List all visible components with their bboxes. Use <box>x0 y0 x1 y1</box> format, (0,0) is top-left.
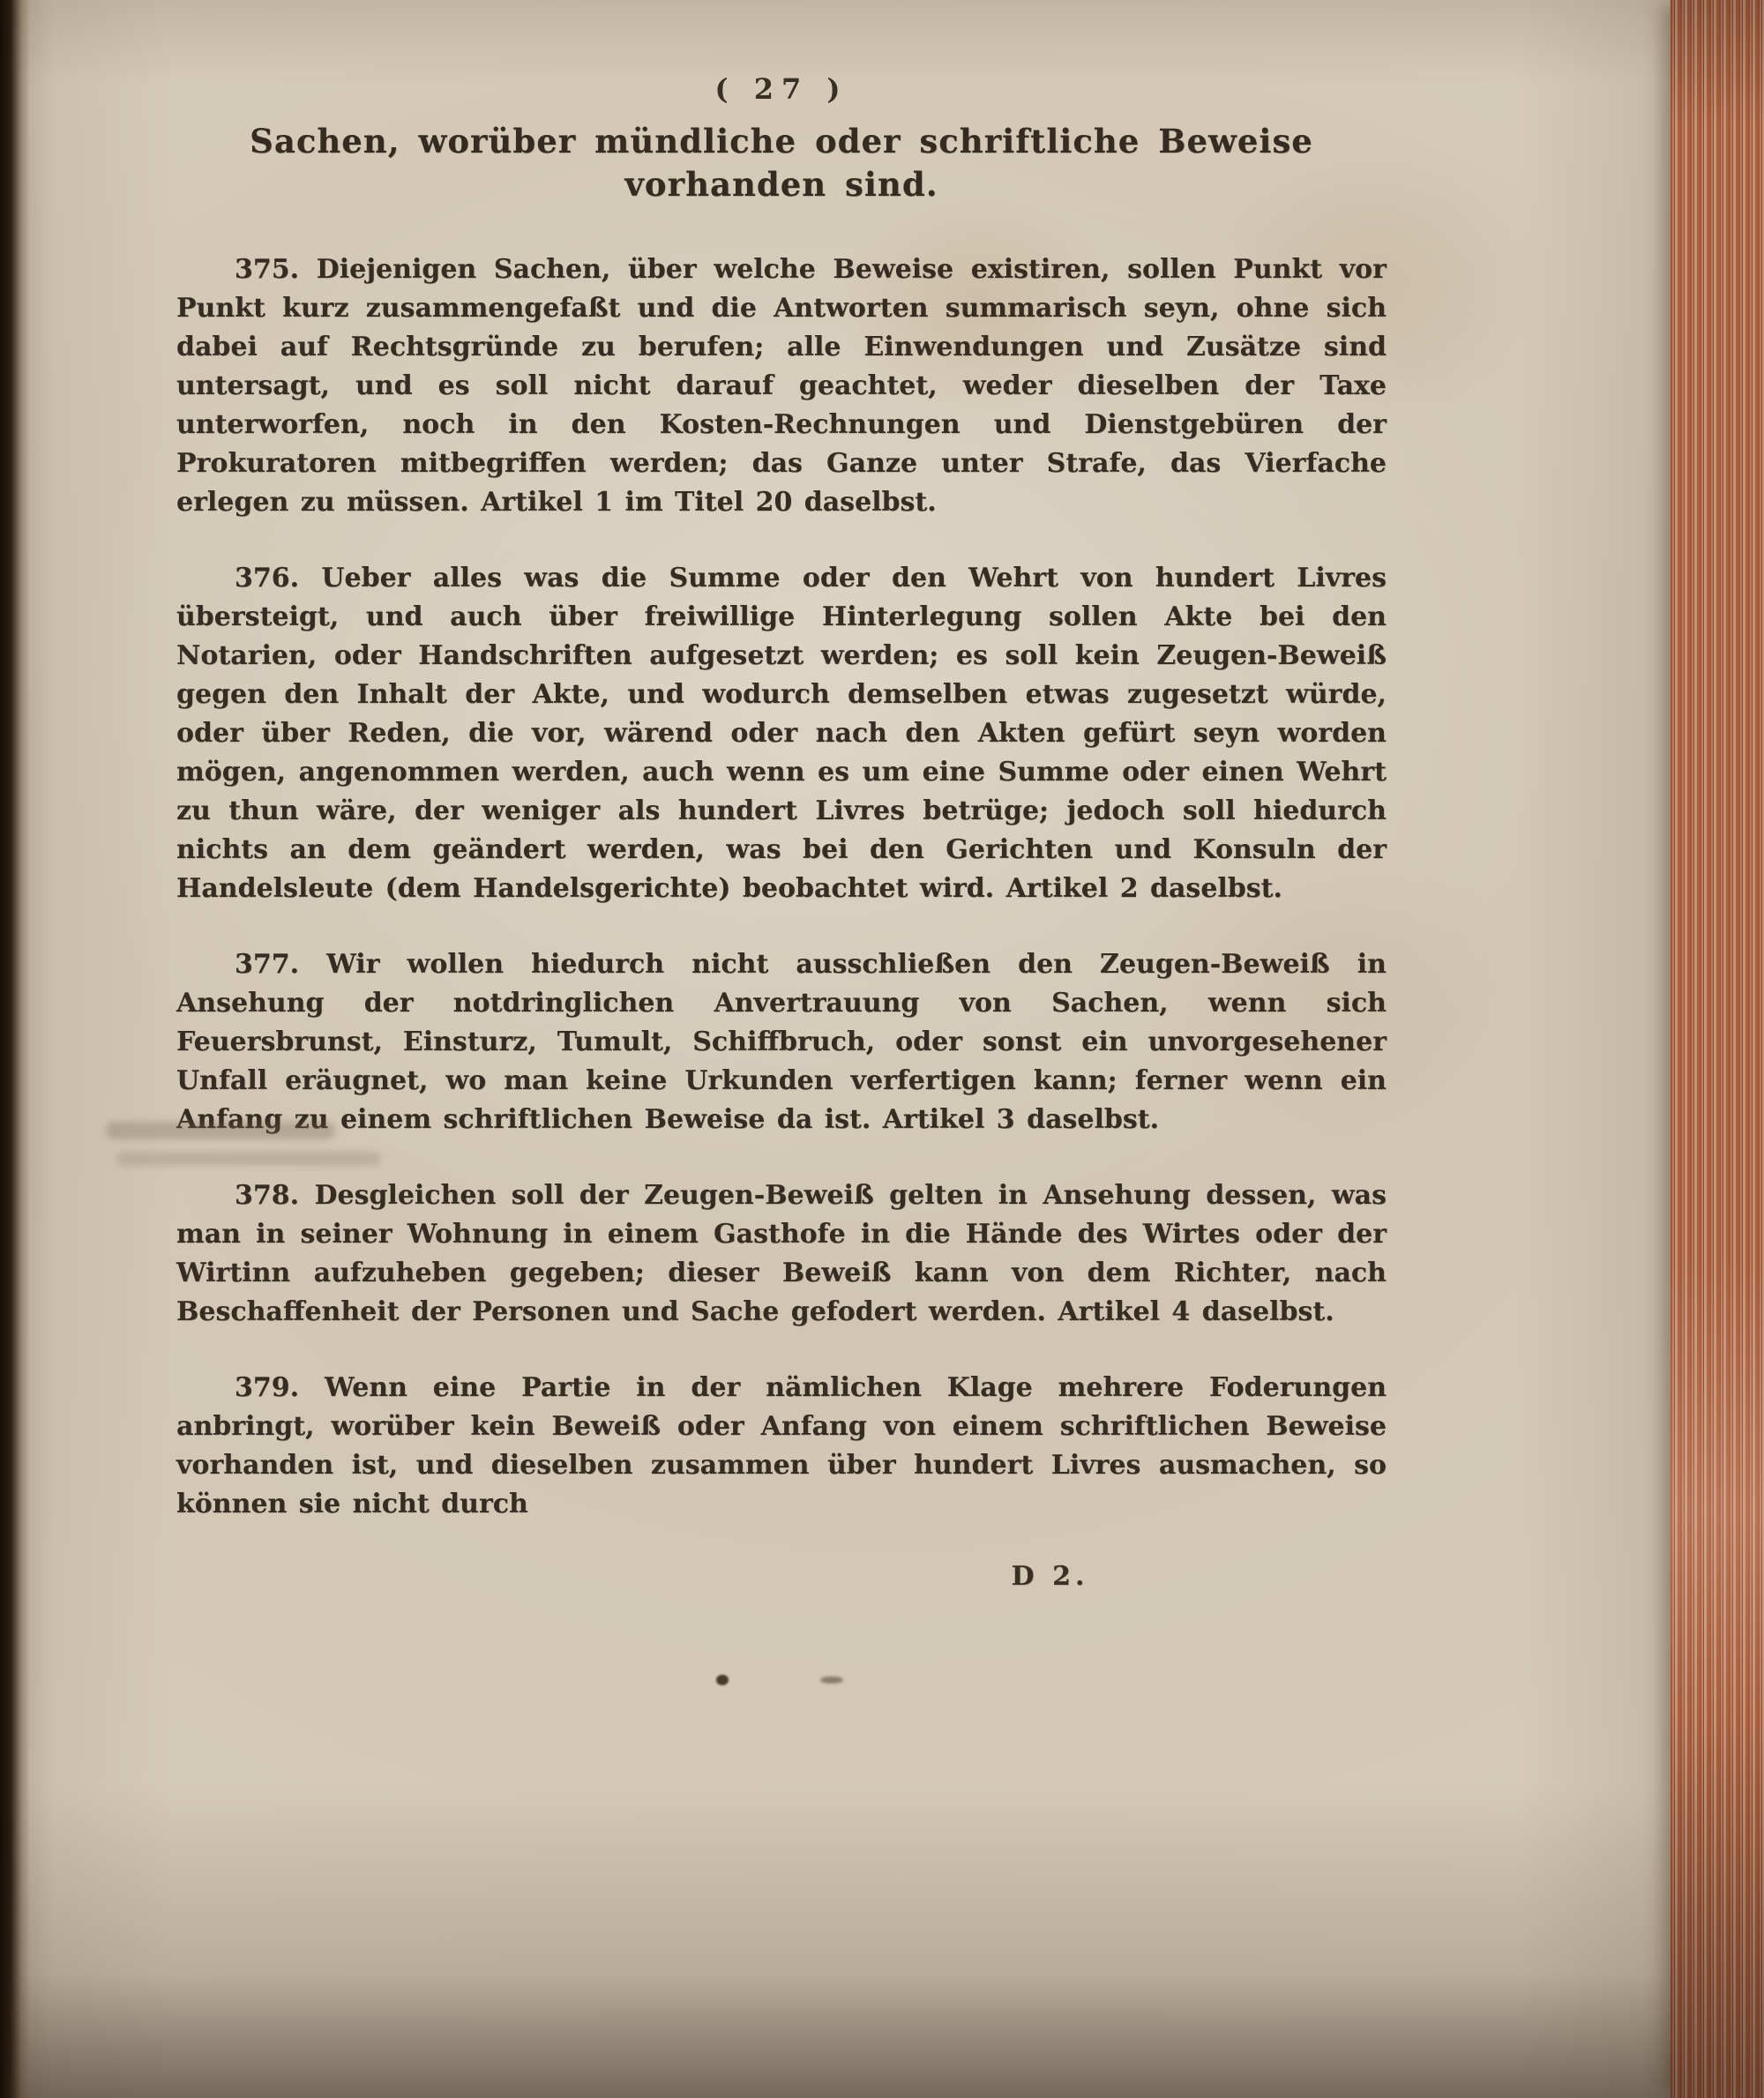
page-content <box>176 72 1387 1592</box>
paragraph-379: 379. Wenn eine Partie in der nämlichen Klage mehrere Foderungen anbringt, worüber kein Beweiß oder Anfang von einem schriftlichen Beweise vorhanden ist, und dieselben zusammen über hundert Livres ausmachen, so können sie nicht durch <box>176 1371 1387 1519</box>
paragraph-377: 377. Wir wollen hiedurch nicht ausschließen den Zeugen-Beweiß in Ansehung der notdringlichen Anvertrauung von Sachen, wenn sich Feuersbrunst, Einsturz, Tumult, Schiffbruch, oder sonst ein unvorgesehener Unfall eräugnet, wo man keine Urkunden verfertigen kann; ferner wenn ein Anfang zu einem schriftlichen Beweise da ist. Artikel 3 daselbst. <box>176 948 1387 1135</box>
section-heading-line-1: Sachen, worüber mündliche oder schriftliche Beweise <box>250 122 1313 161</box>
ink-blot <box>820 1676 843 1684</box>
fore-edge-pages <box>1671 0 1764 2098</box>
paragraph-376: 376. Ueber alles was die Summe oder den Wehrt von hundert Livres übersteigt, und auch über freiwillige Hinterlegung sollen Akte bei den Notarien, oder Handschriften aufgesetzt werden; es soll kein Zeugen-Beweiß gegen den Inhalt der Akte, und wodurch demselben etwas zugesetzt würde, oder über Reden, die vor, wärend oder nach den Akten gefürt seyn worden mögen, angenommen werden, auch wenn es um eine Summe oder einen Wehrt zu thun wäre, der weniger als hundert Livres betrüge; jedoch soll hiedurch nichts an dem geändert werden, was bei den Gerichten und Konsuln der Handelsleute (dem Handelsgerichte) beobachtet wird. Artikel 2 daselbst. <box>176 562 1387 904</box>
signature-mark: D 2. <box>1011 1560 1089 1592</box>
paragraph-375: 375. Diejenigen Sachen, über welche Beweise existiren, sollen Punkt vor Punkt kurz zusammengefaßt und die Antworten summarisch seyn, ohne sich dabei auf Rechtsgründe zu berufen; alle Einwendungen und Zusätze sind untersagt, und es soll nicht darauf geachtet, weder dieselben der Taxe unterworfen, noch in den Kosten-Rechnungen und Dienstgebüren der Prokuratoren mitbegriffen werden; das Ganze unter Strafe, das Vierfache erlegen zu müssen. Artikel 1 im Titel 20 daselbst. <box>176 253 1387 518</box>
page-number: ( 27 ) <box>714 72 848 106</box>
section-heading <box>176 120 1387 206</box>
binding-edge <box>0 0 30 2098</box>
ink-blot <box>716 1675 729 1685</box>
paragraph-378: 378. Desgleichen soll der Zeugen-Beweiß gelten in Ansehung dessen, was man in seiner Wohnung in einem Gasthofe in die Hände des Wirtes oder der Wirtinn aufzuheben gegeben; dieser Beweiß kann von dem Richter, nach Beschaffenheit der Personen und Sache gefodert werden. Artikel 4 daselbst. <box>176 1179 1387 1327</box>
section-heading-line-2: vorhanden sind. <box>624 164 938 204</box>
